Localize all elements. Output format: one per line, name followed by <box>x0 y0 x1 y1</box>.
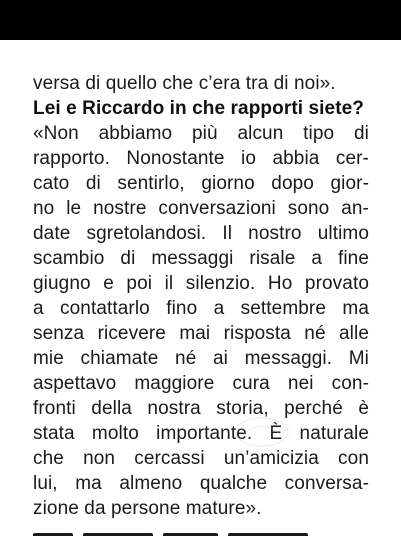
text-line: date sgretolandosi. Il nostro ultimo <box>33 223 369 244</box>
text-line: scambio di messaggi risale a fine <box>33 248 369 269</box>
text-line: senza ricevere mai risposta né alle <box>33 323 369 344</box>
text-line: rapporto. Nonostante io abbia cer- <box>33 148 369 169</box>
interview-question: Lei e Riccardo in che rapporti siete? <box>33 98 365 119</box>
text-line: stata molto importante. È naturale <box>33 423 369 444</box>
text-line: aspettavo maggiore cura nei con- <box>33 373 369 394</box>
text-line: zione da persone mature». <box>33 498 262 519</box>
top-black-bar <box>0 0 401 40</box>
text-line: no le nostre conversazioni sono an- <box>33 198 369 219</box>
text-line: a contattarlo fino a settembre ma <box>33 298 369 319</box>
cut-off-next-line <box>33 526 369 536</box>
watermark-logo-icon <box>232 414 292 450</box>
text-line: che non cercassi un’amicizia con <box>33 448 369 469</box>
text-line: lui, ma almeno qualche conversa- <box>33 473 369 494</box>
text-line: giugno e poi il silenzio. Ho provato <box>33 273 369 294</box>
text-line: mie chiamate né ai messaggi. Mi <box>33 348 369 369</box>
text-line: fronti della nostra storia, perché è <box>33 398 369 419</box>
text-line: «Non abbiamo più alcun tipo di <box>33 123 369 144</box>
text-line: versa di quello che c’era tra di noi». <box>33 73 336 94</box>
text-line: cato di sentirlo, giorno dopo gior- <box>33 173 369 194</box>
